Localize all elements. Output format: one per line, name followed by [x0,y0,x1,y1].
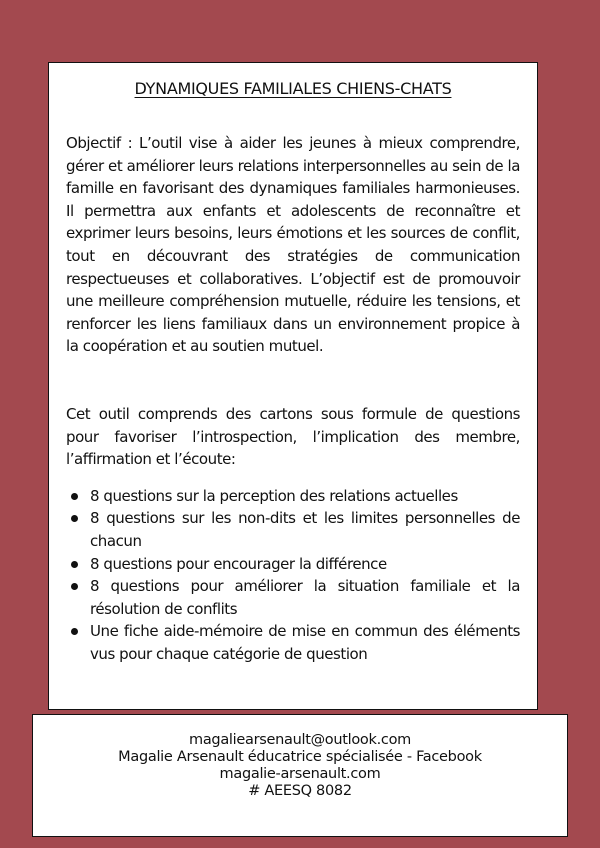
content-card [48,62,538,710]
list-item-text: 8 questions sur les non-dits et les limites personnelles de chacun [90,509,520,550]
contact-email: magaliearsenault@outlook.com [189,732,411,748]
objective-paragraph: Objectif : L’outil vise à aider les jeunes à mieux comprendre, gérer et améliorer leurs relations interpersonnelles au sein de la famille en favorisant des dynamiques familiales harmonieuses. Il permettra aux enfants et adolescents de reconnaître et exprimer leurs besoins, leurs émotions et les sources de conflit, tout en découvrant des stratégies de communication respectueuses et collaboratives. L’objectif est de promouvoir une meilleure compréhension mutuelle, réduire les tensions, et renforcer les liens familiaux dans un environnement propice à la coopération et au soutien mutuel. [66,134,520,356]
list-item [90,507,520,552]
tool-intro-paragraph: Cet outil comprends des cartons sous formule de questions pour favoriser l’introspection, l’implication des membre, l’affirmation et l’écoute: [66,404,520,469]
list-item-text: 8 questions pour améliorer la situation familiale et la résolution de conflits [90,577,520,618]
list-item [90,575,520,620]
bullet-icon [71,493,78,500]
list-item [90,620,520,665]
bullet-icon [71,628,78,635]
document-title: DYNAMIQUES FAMILIALES CHIENS-CHATS [134,79,452,98]
list-item-text: Une fiche aide-mémoire de mise en commun des éléments vus pour chaque catégorie de question [90,622,520,663]
contact-footer [32,714,568,837]
list-item [90,553,520,576]
list-item-text: 8 questions pour encourager la différence [90,554,387,573]
bullet-icon [71,515,78,522]
bullet-icon [71,583,78,590]
membership-number: # AEESQ 8082 [248,783,352,799]
bullet-icon [71,561,78,568]
contact-facebook: Magalie Arsenault éducatrice spécialisée - Facebook [118,749,482,765]
contact-website: magalie-arsenault.com [219,766,381,782]
question-list [66,485,520,666]
list-item-text: 8 questions sur la perception des relations actuelles [90,486,458,505]
list-item [90,485,520,508]
